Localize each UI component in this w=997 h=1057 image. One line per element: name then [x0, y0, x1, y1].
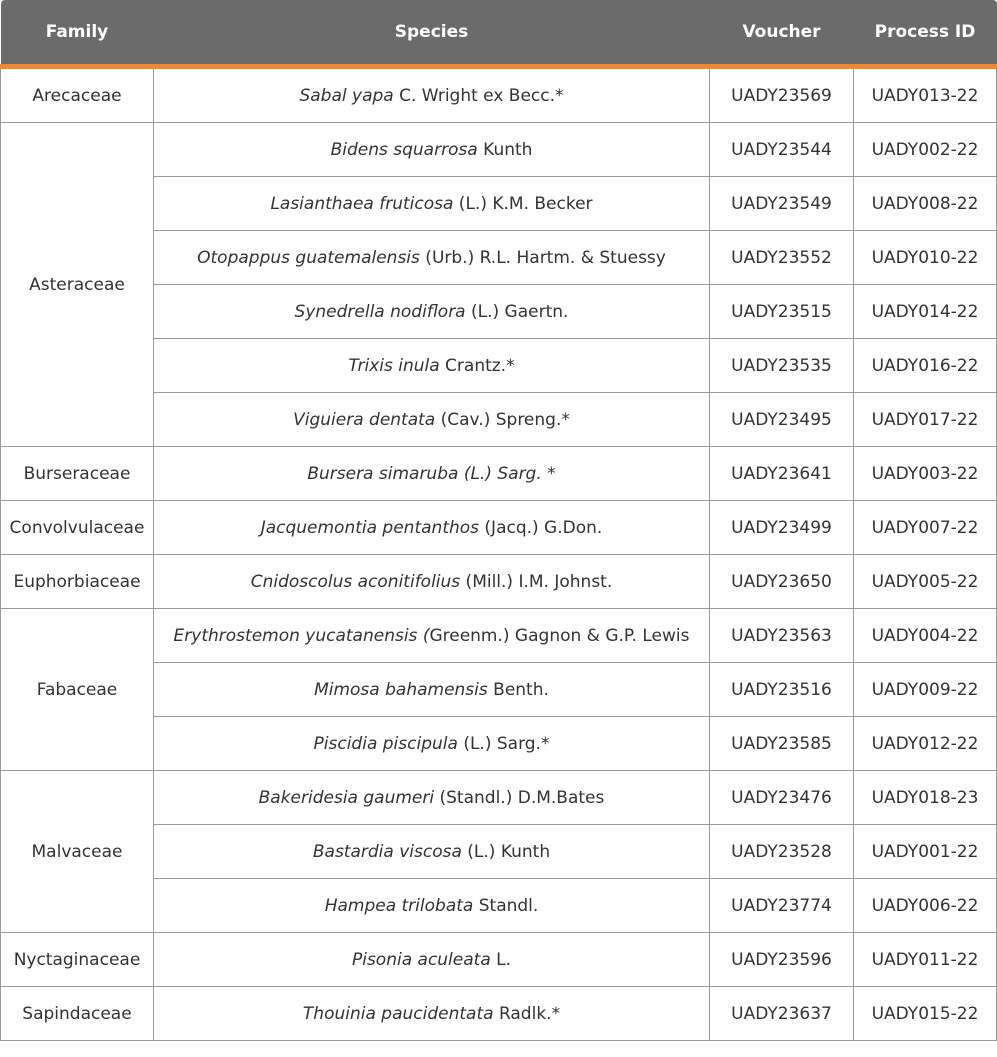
species-cell — [154, 555, 710, 609]
process-id-cell: UADY007-22 — [854, 501, 997, 555]
voucher-cell: UADY23515 — [710, 285, 854, 339]
species-name: Pisonia aculeata — [351, 949, 491, 970]
species-cell — [154, 231, 710, 285]
species-author: (Cav.) Spreng.* — [435, 409, 570, 430]
table-row — [1, 123, 997, 177]
species-name: Trixis inula — [348, 355, 440, 376]
species-name: Hampea trilobata — [324, 895, 474, 916]
header-process-id: Process ID — [854, 0, 997, 67]
process-id-cell: UADY011-22 — [854, 933, 997, 987]
species-cell — [154, 825, 710, 879]
species-author: Benth. — [487, 679, 549, 700]
family-cell: Fabaceae — [1, 609, 154, 771]
species-cell — [154, 123, 710, 177]
species-author: (L.) Kunth — [461, 841, 551, 862]
family-cell: Burseraceae — [1, 447, 154, 501]
voucher-cell: UADY23544 — [710, 123, 854, 177]
species-name: Cnidoscolus aconitifolius — [250, 571, 461, 592]
species-name: Bakeridesia gaumeri — [258, 787, 435, 808]
process-id-cell: UADY014-22 — [854, 285, 997, 339]
process-id-cell: UADY015-22 — [854, 987, 997, 1041]
species-name: Piscidia piscipula — [313, 733, 458, 754]
table-row — [1, 501, 997, 555]
species-name: Synedrella nodiflora — [294, 301, 466, 322]
species-cell — [154, 717, 710, 771]
table-row — [1, 771, 997, 825]
process-id-cell: UADY001-22 — [854, 825, 997, 879]
species-author: (L.) K.M. Becker — [453, 193, 593, 214]
species-author: Radlk.* — [493, 1003, 561, 1024]
process-id-cell: UADY006-22 — [854, 879, 997, 933]
voucher-cell: UADY23549 — [710, 177, 854, 231]
species-cell — [154, 393, 710, 447]
species-cell — [154, 67, 710, 123]
voucher-cell: UADY23528 — [710, 825, 854, 879]
family-cell: Asteraceae — [1, 123, 154, 447]
process-id-cell: UADY003-22 — [854, 447, 997, 501]
voucher-cell: UADY23596 — [710, 933, 854, 987]
species-name: Bursera simaruba (L.) Sarg. * — [307, 463, 556, 484]
table-header — [1, 0, 997, 67]
voucher-cell: UADY23535 — [710, 339, 854, 393]
species-cell — [154, 987, 710, 1041]
process-id-cell: UADY012-22 — [854, 717, 997, 771]
table-body — [1, 67, 997, 1041]
process-id-cell: UADY008-22 — [854, 177, 997, 231]
species-cell — [154, 933, 710, 987]
table-row — [1, 447, 997, 501]
species-name: Bidens squarrosa — [330, 139, 478, 160]
species-name: Sabal yapa — [299, 85, 394, 106]
table-row — [1, 555, 997, 609]
voucher-cell: UADY23552 — [710, 231, 854, 285]
voucher-cell: UADY23637 — [710, 987, 854, 1041]
process-id-cell: UADY004-22 — [854, 609, 997, 663]
voucher-cell: UADY23641 — [710, 447, 854, 501]
header-species: Species — [154, 0, 710, 67]
species-author: (Jacq.) G.Don. — [479, 517, 603, 538]
species-name: Thouinia paucidentata — [302, 1003, 494, 1024]
table-row — [1, 987, 997, 1041]
species-name: Bastardia viscosa — [312, 841, 462, 862]
species-author: (Standl.) D.M.Bates — [434, 787, 605, 808]
species-cell — [154, 285, 710, 339]
species-author: Crantz.* — [439, 355, 515, 376]
process-id-cell: UADY009-22 — [854, 663, 997, 717]
species-cell — [154, 339, 710, 393]
species-name: Erythrostemon yucatanensis ( — [173, 625, 430, 646]
species-name: Mimosa bahamensis — [314, 679, 488, 700]
species-author: (Mill.) I.M. Johnst. — [460, 571, 613, 592]
voucher-cell: UADY23476 — [710, 771, 854, 825]
process-id-cell: UADY018-23 — [854, 771, 997, 825]
voucher-cell: UADY23563 — [710, 609, 854, 663]
species-author: C. Wright ex Becc.* — [393, 85, 564, 106]
species-cell — [154, 609, 710, 663]
process-id-cell: UADY005-22 — [854, 555, 997, 609]
species-cell — [154, 663, 710, 717]
species-cell — [154, 879, 710, 933]
species-author: Greenm.) Gagnon & G.P. Lewis — [429, 625, 690, 646]
process-id-cell: UADY013-22 — [854, 67, 997, 123]
process-id-cell: UADY002-22 — [854, 123, 997, 177]
species-author: L. — [490, 949, 512, 970]
species-author: Standl. — [473, 895, 539, 916]
voucher-cell: UADY23569 — [710, 67, 854, 123]
voucher-cell: UADY23774 — [710, 879, 854, 933]
table-row — [1, 933, 997, 987]
family-cell: Malvaceae — [1, 771, 154, 933]
family-cell: Euphorbiaceae — [1, 555, 154, 609]
voucher-cell: UADY23495 — [710, 393, 854, 447]
family-cell: Convolvulaceae — [1, 501, 154, 555]
table-row — [1, 67, 997, 123]
process-id-cell: UADY010-22 — [854, 231, 997, 285]
species-author: (L.) Sarg.* — [457, 733, 550, 754]
species-name: Lasianthaea fruticosa — [270, 193, 454, 214]
species-cell — [154, 771, 710, 825]
voucher-cell: UADY23585 — [710, 717, 854, 771]
species-author: Kunth — [477, 139, 533, 160]
family-cell: Sapindaceae — [1, 987, 154, 1041]
voucher-cell: UADY23650 — [710, 555, 854, 609]
table-row — [1, 609, 997, 663]
header-family: Family — [1, 0, 154, 67]
species-cell — [154, 447, 710, 501]
process-id-cell: UADY017-22 — [854, 393, 997, 447]
header-row — [1, 0, 997, 67]
species-author: (Urb.) R.L. Hartm. & Stuessy — [419, 247, 666, 268]
species-name: Viguiera dentata — [293, 409, 436, 430]
species-author: (L.) Gaertn. — [465, 301, 569, 322]
species-cell — [154, 501, 710, 555]
voucher-cell: UADY23516 — [710, 663, 854, 717]
species-cell — [154, 177, 710, 231]
family-cell: Nyctaginaceae — [1, 933, 154, 987]
process-id-cell: UADY016-22 — [854, 339, 997, 393]
species-name: Otopappus guatemalensis — [197, 247, 420, 268]
voucher-cell: UADY23499 — [710, 501, 854, 555]
species-name: Jacquemontia pentanthos — [260, 517, 480, 538]
family-cell: Arecaceae — [1, 67, 154, 123]
header-voucher: Voucher — [710, 0, 854, 67]
